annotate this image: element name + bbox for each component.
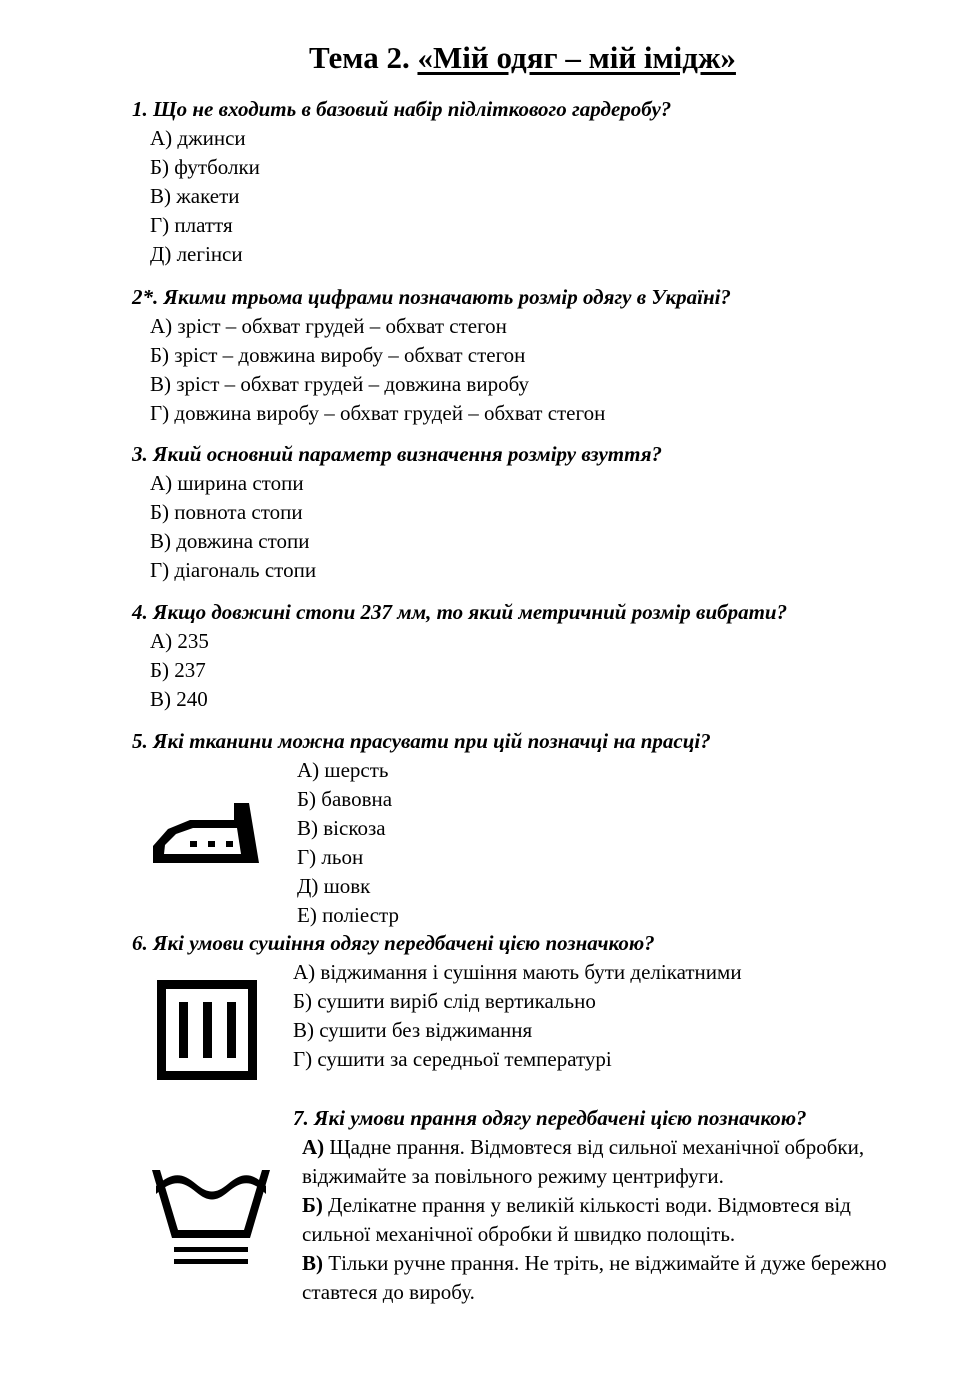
q2-option-c: В) зріст – обхват грудей – довжина виробу <box>150 372 529 396</box>
question-1-options <box>150 124 260 269</box>
question-5: 5. Які тканини можна прасувати при цій позначці на прасці? <box>132 729 711 753</box>
q6-option-d: Г) сушити за середньої температурі <box>293 1047 612 1071</box>
q7-option-a-letter: А) <box>302 1135 325 1159</box>
question-1: 1. Що не входить в базовий набір підліткового гардеробу? <box>132 97 672 121</box>
question-4-options <box>150 627 209 714</box>
q3-option-b: Б) повнота стопи <box>150 500 303 524</box>
q3-option-c: В) довжина стопи <box>150 529 310 553</box>
q2-option-d: Г) довжина виробу – обхват грудей – обхват стегон <box>150 401 606 425</box>
q5-option-f: Е) поліестр <box>297 903 399 927</box>
q5-option-a: А) шерсть <box>297 758 389 782</box>
page-title <box>0 38 973 78</box>
q5-option-e: Д) шовк <box>297 874 371 898</box>
q1-option-c: В) жакети <box>150 184 240 208</box>
q7-option-b-letter: Б) <box>302 1193 323 1217</box>
q2-option-a: А) зріст – обхват грудей – обхват стегон <box>150 314 507 338</box>
question-6: 6. Які умови сушіння одягу передбачені цією позначкою? <box>132 931 655 955</box>
question-2: 2*. Якими трьома цифрами позначають розмір одягу в Україні? <box>132 285 731 309</box>
q2-option-b: Б) зріст – довжина виробу – обхват стегон <box>150 343 526 367</box>
question-2-options <box>150 312 605 428</box>
q7-option-c <box>302 1249 892 1307</box>
q4-option-c: В) 240 <box>150 687 208 711</box>
drip-dry-icon <box>157 980 257 1080</box>
question-6-options <box>293 958 742 1074</box>
q5-option-d: Г) льон <box>297 845 364 869</box>
q7-option-a <box>302 1133 892 1191</box>
question-7: 7. Які умови прання одягу передбачені цією позначкою? <box>293 1106 807 1130</box>
q7-option-b <box>302 1191 892 1249</box>
q1-option-b: Б) футболки <box>150 155 260 179</box>
question-7-options <box>302 1133 892 1307</box>
q1-option-e: Д) легінси <box>150 242 243 266</box>
q5-option-b: Б) бавовна <box>297 787 393 811</box>
question-4: 4. Якщо довжині стопи 237 мм, то який метричний розмір вибрати? <box>132 600 788 624</box>
q7-option-c-letter: В) <box>302 1251 323 1275</box>
q6-option-b: Б) сушити виріб слід вертикально <box>293 989 596 1013</box>
q6-option-a: А) віджимання і сушіння мають бути делікатними <box>293 960 742 984</box>
question-5-options <box>297 756 399 930</box>
q7-option-c-text: Тільки ручне прання. Не тріть, не віджимайте й дуже бережно ставтеся до виробу. <box>302 1251 887 1304</box>
iron-three-dots-icon <box>150 796 262 866</box>
title-prefix: Тема 2. <box>309 40 410 75</box>
q1-option-d: Г) плаття <box>150 213 233 237</box>
question-3: 3. Який основний параметр визначення розміру взуття? <box>132 442 663 466</box>
q7-option-a-text: Щадне прання. Відмовтеся від сильної механічної обробки, віджимайте за повільного режиму центрифуги. <box>302 1135 865 1188</box>
q1-option-a: А) джинси <box>150 126 246 150</box>
q5-option-c: В) віскоза <box>297 816 386 840</box>
q4-option-a: А) 235 <box>150 629 209 653</box>
q6-option-c: В) сушити без віджимання <box>293 1018 533 1042</box>
q3-option-d: Г) діагональ стопи <box>150 558 317 582</box>
q3-option-a: А) ширина стопи <box>150 471 304 495</box>
title-subtitle: «Мій одяг – мій імідж» <box>417 40 736 75</box>
q4-option-b: Б) 237 <box>150 658 206 682</box>
q7-option-b-text: Делікатне прання у великій кількості води. Відмовтеся від сильної механічної обробки й швидко полощіть. <box>302 1193 851 1246</box>
delicate-wash-tub-icon <box>150 1166 272 1268</box>
question-3-options <box>150 469 316 585</box>
